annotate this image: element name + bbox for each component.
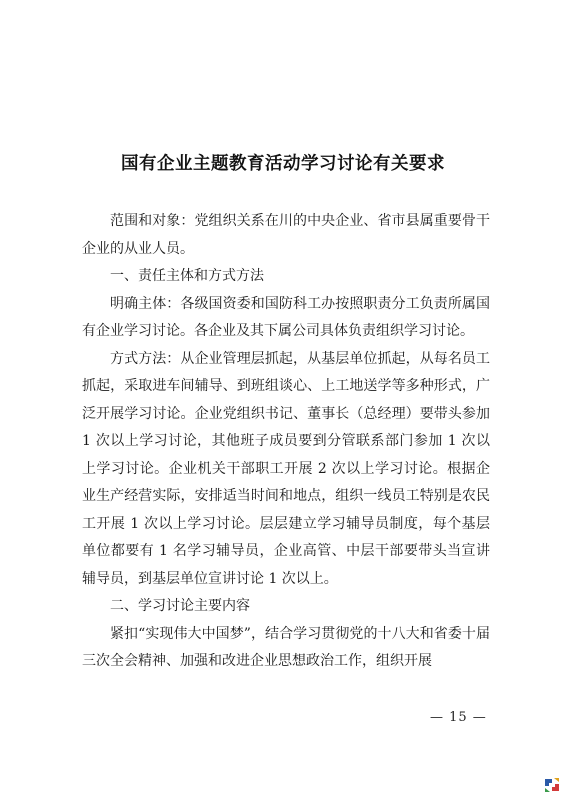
document-body (82, 208, 490, 676)
subject-paragraph (82, 291, 490, 346)
scope-paragraph (82, 208, 490, 263)
section-1-heading: 一、责任主体和方式方法 (110, 268, 264, 284)
section-2-heading: 二、学习讨论主要内容 (110, 598, 250, 614)
method-text: 从企业管理层抓起，从基层单位抓起，从每名员工抓起，采取进车间辅导、到班组谈心、上工地送学等多种形式，广泛开展学习讨论。企业党组织书记、董事长（总经理）要带头参加 1 次以上学习讨论，其他班子成员要到分管联系部门参加 1 次以上学习讨论。企业机关干部职工开展 2 次以上学习讨论。根据企业生产经营实际，安排适当时间和地点，组织一线员工特别是农民工开展 1 次以上学习讨论。层层建立学习辅导员制度，每个基层单位都要有 1 名学习辅导员，企业高管、中层干部要带头当宣讲辅导员，到基层单位宣讲讨论 1 次以上。 (82, 350, 491, 587)
scope-lead: 范围和对象： (110, 213, 195, 229)
subject-lead: 明确主体： (110, 295, 181, 312)
document-title: 国有企业主题教育活动学习讨论有关要求 (121, 154, 445, 174)
page-number: — 15 — (430, 710, 487, 725)
section-2-paragraph: 紧扣“实现伟大中国梦”，结合学习贯彻党的十八大和省委十届三次全会精神、加强和改进企业思想政治工作，组织开展 (82, 625, 490, 669)
subject-text: 各级国资委和国防科工办按照职责分工负责所属国有企业学习讨论。各企业及其下属公司具体负责组织学习讨论。 (82, 295, 491, 339)
method-lead: 方式方法： (110, 350, 181, 367)
scope-text: 党组织关系在川的中央企业、省市县属重要骨干企业的从业人员。 (82, 213, 491, 257)
method-paragraph (82, 346, 490, 594)
logo-icon (542, 775, 562, 795)
